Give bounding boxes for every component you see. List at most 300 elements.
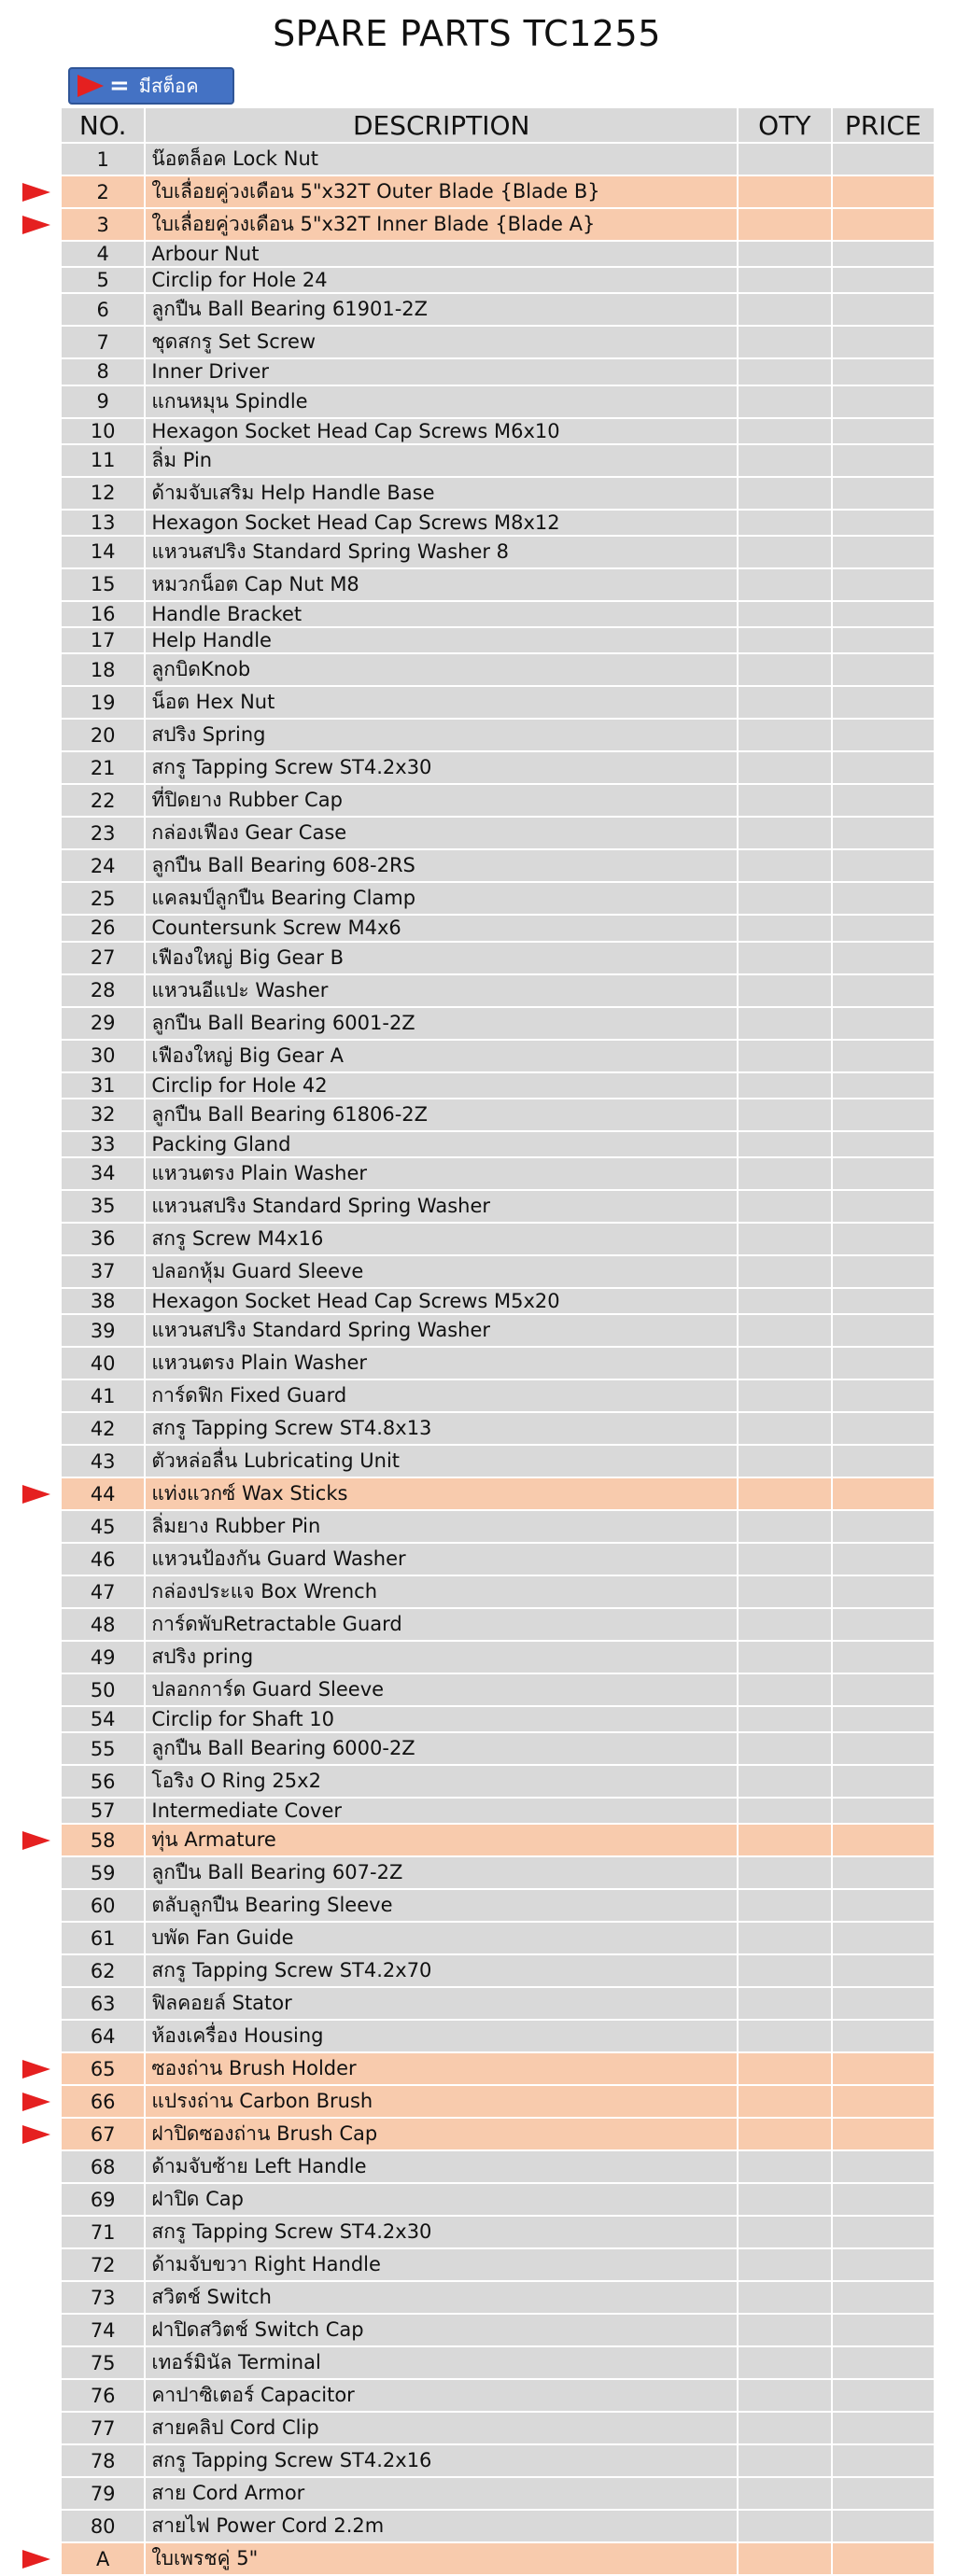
- price-cell: [833, 1008, 934, 1039]
- part-description-cell: เทอร์มินัล Terminal: [146, 2347, 737, 2378]
- part-description-cell: ฟิลคอยล์ Stator: [146, 1988, 737, 2019]
- table-row: [62, 1256, 934, 1287]
- qty-cell: [739, 850, 830, 881]
- price-cell: [833, 268, 934, 292]
- table-row: [62, 1674, 934, 1705]
- qty-cell: [739, 752, 830, 783]
- qty-cell: [739, 1674, 830, 1705]
- part-number-cell: 8: [62, 359, 144, 384]
- table-row: [62, 1315, 934, 1346]
- part-description-cell: สกรู Tapping Screw ST4.2x30: [146, 752, 737, 783]
- price-cell: [833, 1099, 934, 1130]
- table-row: [62, 2021, 934, 2051]
- part-description-cell: คาปาซิเตอร์ Capacitor: [146, 2380, 737, 2411]
- in-stock-arrow-icon: [22, 183, 50, 202]
- price-cell: [833, 883, 934, 914]
- part-description-cell: ตัวหล่อลื่น Lubricating Unit: [146, 1446, 737, 1477]
- table-row: [62, 386, 934, 417]
- price-cell: [833, 386, 934, 417]
- price-cell: [833, 1478, 934, 1509]
- qty-cell: [739, 1413, 830, 1444]
- qty-cell: [739, 1825, 830, 1855]
- part-number-cell: 58: [62, 1825, 144, 1855]
- part-description-cell: ห้องเครื่อง Housing: [146, 2021, 737, 2051]
- price-cell: [833, 1988, 934, 2019]
- table-row: [62, 975, 934, 1006]
- part-number-cell: 15: [62, 569, 144, 600]
- part-number-cell: 18: [62, 654, 144, 685]
- part-description-cell: เฟืองใหญ่ Big Gear A: [146, 1041, 737, 1071]
- part-number-cell: 13: [62, 511, 144, 535]
- table-row: [62, 1380, 934, 1411]
- price-cell: [833, 1511, 934, 1542]
- table-row: [62, 268, 934, 292]
- table-row: [62, 569, 934, 600]
- price-cell: [833, 445, 934, 476]
- table-row: [62, 511, 934, 535]
- part-number-cell: 10: [62, 419, 144, 443]
- price-cell: [833, 1674, 934, 1705]
- table-row: [62, 1041, 934, 1071]
- qty-cell: [739, 1008, 830, 1039]
- price-cell: [833, 2543, 934, 2574]
- part-description-cell: ลูกปืน Ball Bearing 6000-2Z: [146, 1733, 737, 1764]
- qty-cell: [739, 2347, 830, 2378]
- qty-cell: [739, 1315, 830, 1346]
- part-number-cell: 55: [62, 1733, 144, 1764]
- table-row: [62, 883, 934, 914]
- table-row: [62, 478, 934, 509]
- part-description-cell: ลิ่มยาง Rubber Pin: [146, 1511, 737, 1542]
- qty-cell: [739, 1380, 830, 1411]
- table-row: [62, 294, 934, 325]
- part-description-cell: ด้ามจับซ้าย Left Handle: [146, 2151, 737, 2182]
- table-row: [62, 242, 934, 266]
- price-cell: [833, 2478, 934, 2509]
- part-description-cell: แคลมป์ลูกปืน Bearing Clamp: [146, 883, 737, 914]
- part-description-cell: Hexagon Socket Head Cap Screws M8x12: [146, 511, 737, 535]
- table-row: [62, 1609, 934, 1640]
- part-description-cell: สกรู Tapping Screw ST4.2x70: [146, 1955, 737, 1986]
- qty-cell: [739, 209, 830, 240]
- price-cell: [833, 602, 934, 626]
- part-number-cell: 23: [62, 818, 144, 848]
- price-cell: [833, 2347, 934, 2378]
- part-number-cell: 60: [62, 1890, 144, 1921]
- price-cell: [833, 1191, 934, 1222]
- part-description-cell: กล่องเฟือง Gear Case: [146, 818, 737, 848]
- price-cell: [833, 1576, 934, 1607]
- table-row: [62, 1576, 934, 1607]
- part-number-cell: 6: [62, 294, 144, 325]
- price-cell: [833, 1315, 934, 1346]
- part-description-cell: ใบเพรชคู่ 5": [146, 2543, 737, 2574]
- part-number-cell: 45: [62, 1511, 144, 1542]
- table-row: [62, 720, 934, 750]
- part-description-cell: Arbour Nut: [146, 242, 737, 266]
- qty-cell: [739, 2478, 830, 2509]
- part-number-cell: 17: [62, 628, 144, 652]
- price-cell: [833, 1158, 934, 1189]
- price-cell: [833, 1348, 934, 1379]
- part-description-cell: กล่องประแจ Box Wrench: [146, 1576, 737, 1607]
- table-row: [62, 2119, 934, 2149]
- qty-cell: [739, 2217, 830, 2247]
- part-description-cell: ลูกปืน Ball Bearing 6001-2Z: [146, 1008, 737, 1039]
- part-number-cell: 40: [62, 1348, 144, 1379]
- part-number-cell: 26: [62, 916, 144, 940]
- part-description-cell: ซองถ่าน Brush Holder: [146, 2053, 737, 2084]
- table-row: [62, 2249, 934, 2280]
- part-description-cell: ใบเลื่อยคู่วงเดือน 5"x32T Outer Blade {Blade B}: [146, 176, 737, 207]
- part-number-cell: 21: [62, 752, 144, 783]
- table-row: [62, 916, 934, 940]
- price-cell: [833, 1766, 934, 1797]
- qty-cell: [739, 1988, 830, 2019]
- table-row: [62, 687, 934, 718]
- part-description-cell: ปลอกการ์ด Guard Sleeve: [146, 1674, 737, 1705]
- part-description-cell: Intermediate Cover: [146, 1799, 737, 1823]
- part-description-cell: ลูกปืน Ball Bearing 608-2RS: [146, 850, 737, 881]
- part-description-cell: น๊อตล็อค Lock Nut: [146, 144, 737, 175]
- part-description-cell: Countersunk Screw M4x6: [146, 916, 737, 940]
- table-row: [62, 628, 934, 652]
- price-cell: [833, 1073, 934, 1098]
- qty-cell: [739, 511, 830, 535]
- part-number-cell: 29: [62, 1008, 144, 1039]
- part-description-cell: บพัด Fan Guide: [146, 1923, 737, 1953]
- price-cell: [833, 1413, 934, 1444]
- spare-parts-table: [60, 106, 936, 2576]
- qty-cell: [739, 943, 830, 973]
- price-cell: [833, 209, 934, 240]
- part-number-cell: 20: [62, 720, 144, 750]
- table-row: [62, 1544, 934, 1575]
- price-cell: [833, 419, 934, 443]
- in-stock-arrow-icon: [22, 2125, 50, 2144]
- part-number-cell: 30: [62, 1041, 144, 1071]
- qty-cell: [739, 1707, 830, 1731]
- part-number-cell: 47: [62, 1576, 144, 1607]
- table-row: [62, 2053, 934, 2084]
- price-cell: [833, 1609, 934, 1640]
- table-row: [62, 1642, 934, 1673]
- legend-label: มีสต็อค: [138, 75, 199, 97]
- part-number-cell: 50: [62, 1674, 144, 1705]
- part-description-cell: แหวนตรง Plain Washer: [146, 1158, 737, 1189]
- table-row: [62, 1191, 934, 1222]
- part-number-cell: 22: [62, 785, 144, 816]
- qty-cell: [739, 1799, 830, 1823]
- part-description-cell: เฟืองใหญ่ Big Gear B: [146, 943, 737, 973]
- part-number-cell: 28: [62, 975, 144, 1006]
- in-stock-arrow-icon: [22, 1831, 50, 1850]
- part-description-cell: สปริง pring: [146, 1642, 737, 1673]
- price-cell: [833, 1890, 934, 1921]
- qty-cell: [739, 628, 830, 652]
- table-row: [62, 2184, 934, 2215]
- price-cell: [833, 2151, 934, 2182]
- price-cell: [833, 1923, 934, 1953]
- part-number-cell: 66: [62, 2086, 144, 2117]
- price-cell: [833, 327, 934, 357]
- part-description-cell: Inner Driver: [146, 359, 737, 384]
- qty-cell: [739, 242, 830, 266]
- table-row: [62, 602, 934, 626]
- part-description-cell: แหวนสปริง Standard Spring Washer 8: [146, 537, 737, 567]
- table-row: [62, 785, 934, 816]
- part-description-cell: แหวนตรง Plain Washer: [146, 1348, 737, 1379]
- qty-cell: [739, 2119, 830, 2149]
- part-description-cell: สวิตช์ Switch: [146, 2282, 737, 2313]
- part-number-cell: 36: [62, 1224, 144, 1254]
- part-number-cell: 71: [62, 2217, 144, 2247]
- price-cell: [833, 1041, 934, 1071]
- part-description-cell: ฝาปิดซองถ่าน Brush Cap: [146, 2119, 737, 2149]
- price-cell: [833, 2413, 934, 2443]
- part-description-cell: Hexagon Socket Head Cap Screws M6x10: [146, 419, 737, 443]
- part-number-cell: 12: [62, 478, 144, 509]
- qty-cell: [739, 1857, 830, 1888]
- column-header-description: DESCRIPTION: [146, 108, 737, 142]
- part-number-cell: 80: [62, 2511, 144, 2541]
- price-cell: [833, 752, 934, 783]
- table-row: [62, 654, 934, 685]
- table-row: [62, 2086, 934, 2117]
- qty-cell: [739, 2315, 830, 2345]
- price-cell: [833, 1289, 934, 1313]
- price-cell: [833, 720, 934, 750]
- qty-cell: [739, 478, 830, 509]
- price-cell: [833, 478, 934, 509]
- price-cell: [833, 1733, 934, 1764]
- part-number-cell: 16: [62, 602, 144, 626]
- part-number-cell: 25: [62, 883, 144, 914]
- table-row: [62, 1073, 934, 1098]
- part-number-cell: 65: [62, 2053, 144, 2084]
- price-cell: [833, 850, 934, 881]
- price-cell: [833, 1799, 934, 1823]
- qty-cell: [739, 1544, 830, 1575]
- part-description-cell: สกรู Tapping Screw ST4.2x30: [146, 2217, 737, 2247]
- part-number-cell: 44: [62, 1478, 144, 1509]
- table-row: [62, 2543, 934, 2574]
- table-row: [62, 1857, 934, 1888]
- qty-cell: [739, 2249, 830, 2280]
- part-number-cell: 64: [62, 2021, 144, 2051]
- part-description-cell: การ์ดฟิก Fixed Guard: [146, 1380, 737, 1411]
- qty-cell: [739, 419, 830, 443]
- table-row: [62, 2380, 934, 2411]
- part-number-cell: 4: [62, 242, 144, 266]
- price-cell: [833, 359, 934, 384]
- in-stock-arrow-icon: [22, 2093, 50, 2111]
- qty-cell: [739, 602, 830, 626]
- qty-cell: [739, 1191, 830, 1222]
- column-header-qty: OTY: [739, 108, 830, 142]
- table-row: [62, 1348, 934, 1379]
- column-header-price: PRICE: [833, 108, 934, 142]
- qty-cell: [739, 2053, 830, 2084]
- qty-cell: [739, 1132, 830, 1156]
- qty-cell: [739, 537, 830, 567]
- part-number-cell: 79: [62, 2478, 144, 2509]
- table-row: [62, 1413, 934, 1444]
- table-row: [62, 2347, 934, 2378]
- part-description-cell: แหวนป้องกัน Guard Washer: [146, 1544, 737, 1575]
- part-number-cell: 75: [62, 2347, 144, 2378]
- qty-cell: [739, 2151, 830, 2182]
- price-cell: [833, 943, 934, 973]
- part-description-cell: สกรู Tapping Screw ST4.2x16: [146, 2445, 737, 2476]
- part-description-cell: Packing Gland: [146, 1132, 737, 1156]
- part-description-cell: โอริง O Ring 25x2: [146, 1766, 737, 1797]
- red-arrow-icon: [77, 75, 104, 97]
- part-number-cell: 2: [62, 176, 144, 207]
- part-number-cell: 49: [62, 1642, 144, 1673]
- qty-cell: [739, 1446, 830, 1477]
- price-cell: [833, 916, 934, 940]
- part-number-cell: 74: [62, 2315, 144, 2345]
- table-row: [62, 1825, 934, 1855]
- qty-cell: [739, 1289, 830, 1313]
- part-description-cell: สปริง Spring: [146, 720, 737, 750]
- part-number-cell: 31: [62, 1073, 144, 1098]
- part-number-cell: 27: [62, 943, 144, 973]
- part-description-cell: น็อต Hex Nut: [146, 687, 737, 718]
- part-description-cell: หมวกน็อต Cap Nut M8: [146, 569, 737, 600]
- part-description-cell: สายคลิป Cord Clip: [146, 2413, 737, 2443]
- qty-cell: [739, 1256, 830, 1287]
- table-row: [62, 752, 934, 783]
- price-cell: [833, 2119, 934, 2149]
- part-number-cell: 37: [62, 1256, 144, 1287]
- table-row: [62, 1132, 934, 1156]
- part-description-cell: แกนหมุน Spindle: [146, 386, 737, 417]
- table-row: [62, 818, 934, 848]
- part-description-cell: Circlip for Shaft 10: [146, 1707, 737, 1731]
- part-description-cell: Handle Bracket: [146, 602, 737, 626]
- qty-cell: [739, 818, 830, 848]
- part-number-cell: 54: [62, 1707, 144, 1731]
- qty-cell: [739, 2445, 830, 2476]
- part-number-cell: 73: [62, 2282, 144, 2313]
- qty-cell: [739, 1041, 830, 1071]
- price-cell: [833, 537, 934, 567]
- part-number-cell: 41: [62, 1380, 144, 1411]
- part-description-cell: ปลอกหุ้ม Guard Sleeve: [146, 1256, 737, 1287]
- part-description-cell: แหวนอีแปะ Washer: [146, 975, 737, 1006]
- price-cell: [833, 2445, 934, 2476]
- part-description-cell: ใบเลื่อยคู่วงเดือน 5"x32T Inner Blade {Blade A}: [146, 209, 737, 240]
- price-cell: [833, 785, 934, 816]
- part-description-cell: Help Handle: [146, 628, 737, 652]
- part-number-cell: 46: [62, 1544, 144, 1575]
- table-row: [62, 1707, 934, 1731]
- table-row: [62, 1008, 934, 1039]
- qty-cell: [739, 1642, 830, 1673]
- price-cell: [833, 2021, 934, 2051]
- table-row: [62, 1988, 934, 2019]
- part-number-cell: 61: [62, 1923, 144, 1953]
- part-description-cell: ลิ่ม Pin: [146, 445, 737, 476]
- price-cell: [833, 1544, 934, 1575]
- part-number-cell: 42: [62, 1413, 144, 1444]
- qty-cell: [739, 2413, 830, 2443]
- price-cell: [833, 2511, 934, 2541]
- part-number-cell: 35: [62, 1191, 144, 1222]
- page-title: SPARE PARTS TC1255: [273, 13, 661, 54]
- part-description-cell: Circlip for Hole 42: [146, 1073, 737, 1098]
- part-number-cell: 62: [62, 1955, 144, 1986]
- price-cell: [833, 2053, 934, 2084]
- part-number-cell: 24: [62, 850, 144, 881]
- part-description-cell: ที่ปิดยาง Rubber Cap: [146, 785, 737, 816]
- part-number-cell: 7: [62, 327, 144, 357]
- part-number-cell: 38: [62, 1289, 144, 1313]
- qty-cell: [739, 1923, 830, 1953]
- in-stock-arrow-icon: [22, 1485, 50, 1504]
- table-row: [62, 1766, 934, 1797]
- part-description-cell: ชุดสกรู Set Screw: [146, 327, 737, 357]
- qty-cell: [739, 176, 830, 207]
- qty-cell: [739, 144, 830, 175]
- table-row: [62, 1224, 934, 1254]
- price-cell: [833, 2184, 934, 2215]
- part-description-cell: แหวนสปริง Standard Spring Washer: [146, 1191, 737, 1222]
- qty-cell: [739, 1576, 830, 1607]
- part-description-cell: สกรู Tapping Screw ST4.8x13: [146, 1413, 737, 1444]
- part-number-cell: 3: [62, 209, 144, 240]
- price-cell: [833, 176, 934, 207]
- part-description-cell: สายไฟ Power Cord 2.2m: [146, 2511, 737, 2541]
- part-description-cell: การ์ดพับRetractable Guard: [146, 1609, 737, 1640]
- qty-cell: [739, 1224, 830, 1254]
- qty-cell: [739, 327, 830, 357]
- table-row: [62, 2478, 934, 2509]
- part-number-cell: 48: [62, 1609, 144, 1640]
- part-description-cell: แปรงถ่าน Carbon Brush: [146, 2086, 737, 2117]
- legend-equals: =: [109, 72, 130, 100]
- qty-cell: [739, 445, 830, 476]
- in-stock-arrow-icon: [22, 2550, 50, 2569]
- price-cell: [833, 1256, 934, 1287]
- qty-cell: [739, 687, 830, 718]
- part-description-cell: ฝาปิดสวิตช์ Switch Cap: [146, 2315, 737, 2345]
- table-row: [62, 176, 934, 207]
- table-row: [62, 2511, 934, 2541]
- part-number-cell: 1: [62, 144, 144, 175]
- table-row: [62, 2315, 934, 2345]
- part-number-cell: 57: [62, 1799, 144, 1823]
- price-cell: [833, 687, 934, 718]
- price-cell: [833, 1642, 934, 1673]
- table-row: [62, 850, 934, 881]
- price-cell: [833, 1224, 934, 1254]
- part-number-cell: 69: [62, 2184, 144, 2215]
- price-cell: [833, 2380, 934, 2411]
- qty-cell: [739, 975, 830, 1006]
- part-number-cell: 43: [62, 1446, 144, 1477]
- part-number-cell: 14: [62, 537, 144, 567]
- price-cell: [833, 818, 934, 848]
- part-description-cell: ด้ามจับเสริม Help Handle Base: [146, 478, 737, 509]
- in-stock-arrow-icon: [22, 2060, 50, 2079]
- part-number-cell: A: [62, 2543, 144, 2574]
- table-row: [62, 1955, 934, 1986]
- part-number-cell: 77: [62, 2413, 144, 2443]
- price-cell: [833, 2086, 934, 2117]
